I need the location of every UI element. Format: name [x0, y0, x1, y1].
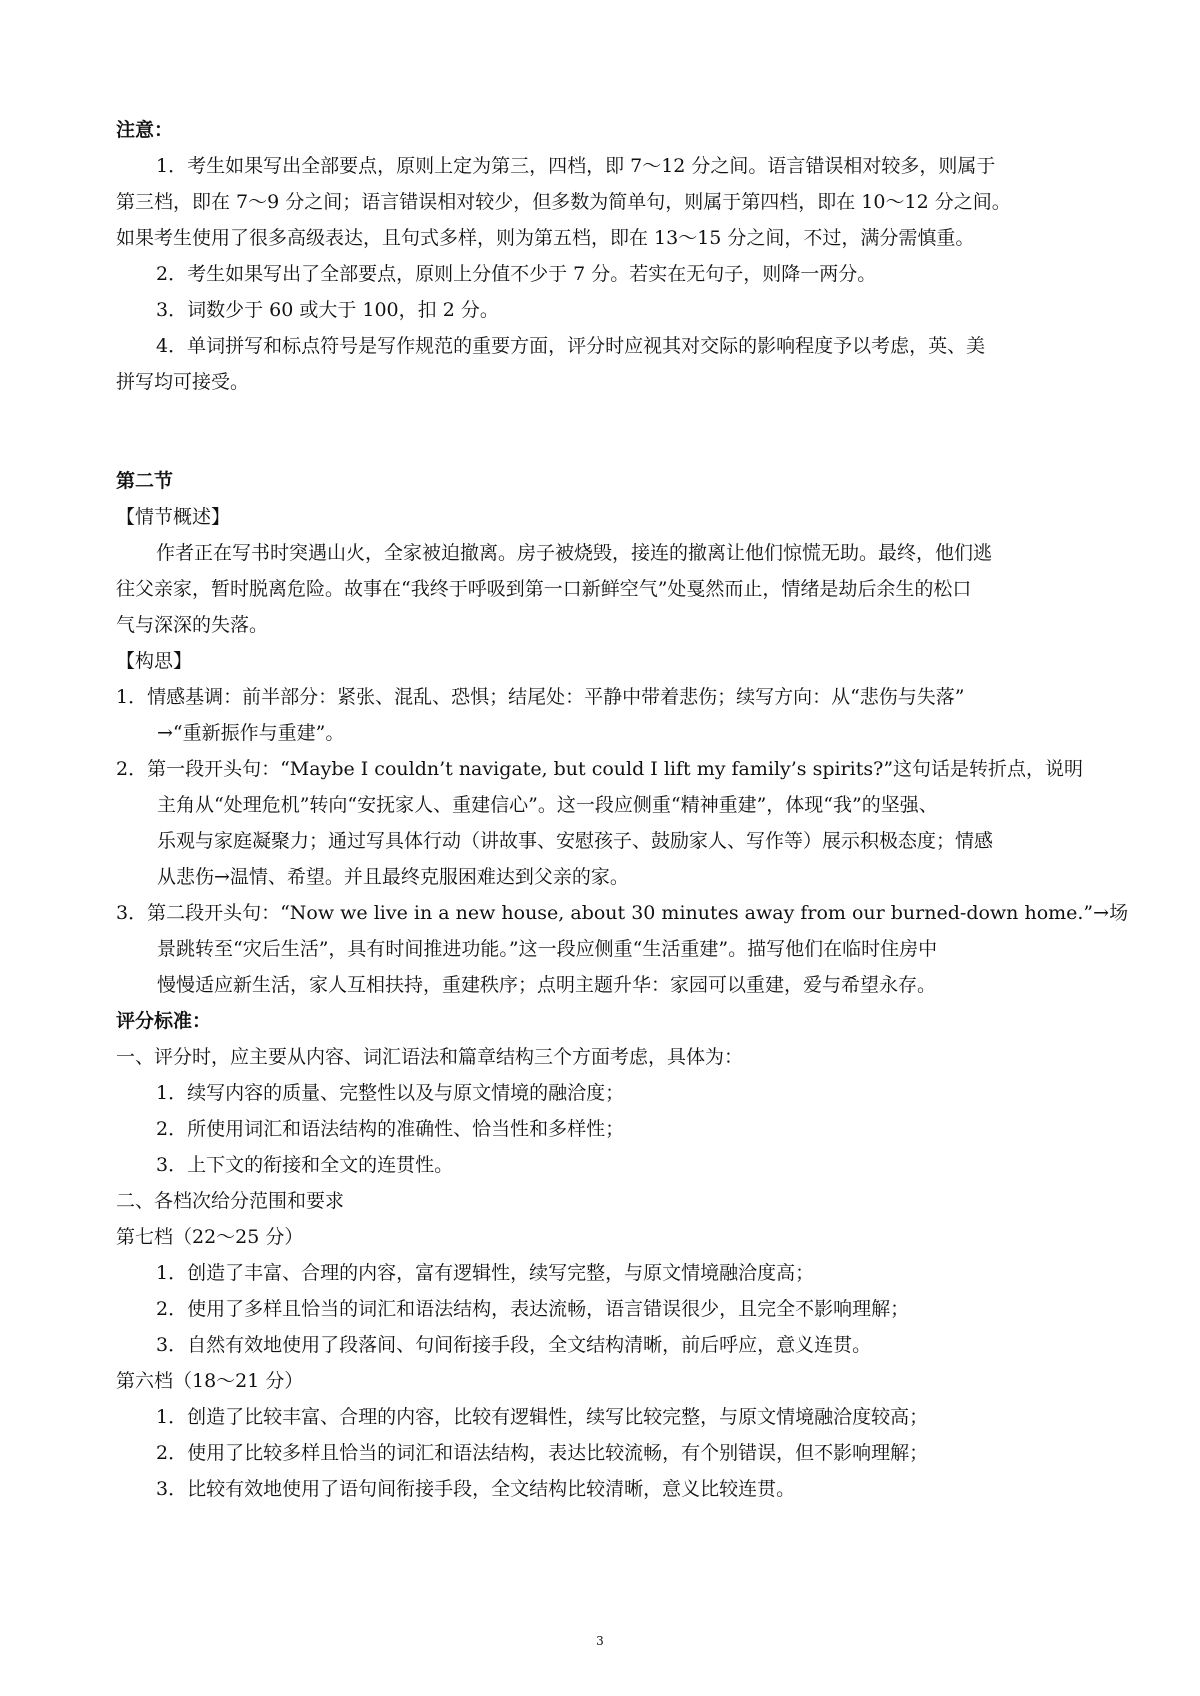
tier7-heading: 第七档（22～25 分）	[116, 1226, 304, 1248]
scoring-part1-heading: 一、评分时，应主要从内容、词汇语法和篇章结构三个方面考虑，具体为：	[116, 1046, 744, 1068]
notes-line: 2．考生如果写出了全部要点，原则上分值不少于 7 分。若实在无句子，则降一两分。	[156, 263, 877, 285]
idea-line: →“重新振作与重建”。	[157, 722, 345, 744]
idea-line: 1．情感基调：前半部分：紧张、混乱、恐惧；结尾处：平静中带着悲伤；续写方向：从“悲伤与失落”	[116, 686, 965, 708]
scoring-heading: 评分标准：	[116, 1010, 212, 1032]
idea-heading: 【构思】	[116, 650, 193, 672]
notes-heading: 注意：	[116, 119, 174, 141]
scoring-item: 3．上下文的衔接和全文的连贯性。	[156, 1154, 454, 1176]
summary-line: 往父亲家，暂时脱离危险。故事在“我终于呼吸到第一口新鲜空气”处戛然而止，情绪是劫后余生的松口	[116, 578, 972, 600]
tier7-item: 2．使用了多样且恰当的词汇和语法结构，表达流畅，语言错误很少，且完全不影响理解；	[156, 1298, 910, 1320]
notes-line: 如果考生使用了很多高级表达，且句式多样，则为第五档，即在 13～15 分之间，不过，满分需慎重。	[116, 227, 975, 249]
tier7-item: 3．自然有效地使用了段落间、句间衔接手段，全文结构清晰，前后呼应，意义连贯。	[156, 1334, 872, 1356]
notes-line: 3．词数少于 60 或大于 100，扣 2 分。	[156, 299, 499, 321]
idea-line: 3．第二段开头句：“Now we live in a new house, about 30 minutes away from our burned-down home.”→场	[116, 902, 1129, 924]
idea-line: 2．第一段开头句：“Maybe I couldn’t navigate, but could I lift my family’s spirits?”这句话是转折点，说明	[116, 758, 1084, 780]
tier6-item: 3．比较有效地使用了语句间衔接手段，全文结构比较清晰，意义比较连贯。	[156, 1478, 796, 1500]
tier6-heading: 第六档（18～21 分）	[116, 1370, 304, 1392]
idea-line: 主角从“处理危机”转向“安抚家人、重建信心”。这一段应侧重“精神重建”，体现“我”的坚强、	[157, 794, 938, 816]
idea-line: 景跳转至“灾后生活”，具有时间推进功能。”这一段应侧重“生活重建”。描写他们在临时住房中	[157, 938, 938, 960]
idea-line: 乐观与家庭凝聚力；通过写具体行动（讲故事、安慰孩子、鼓励家人、写作等）展示积极态度；情感	[157, 830, 994, 852]
section2-heading: 第二节	[116, 470, 174, 492]
idea-line: 从悲伤→温情、希望。并且最终克服困难达到父亲的家。	[157, 866, 629, 888]
page-number: 3	[596, 1634, 604, 1648]
notes-line: 拼写均可接受。	[116, 371, 250, 393]
section-gap	[116, 400, 1091, 463]
summary-line: 作者正在写书时突遇山火，全家被迫撤离。房子被烧毁，接连的撤离让他们惊慌无助。最终，他们逃	[156, 542, 993, 564]
page-content	[116, 112, 1129, 1507]
notes-line: 1．考生如果写出全部要点，原则上定为第三，四档，即 7～12 分之间。语言错误相对较多，则属于	[156, 155, 996, 177]
notes-line: 第三档，即在 7～9 分之间；语言错误相对较少，但多数为简单句，则属于第四档，即在 10～12 分之间。	[116, 191, 1011, 213]
scoring-part2-heading: 二、各档次给分范围和要求	[116, 1190, 345, 1212]
summary-line: 气与深深的失落。	[116, 614, 269, 636]
scoring-item: 2．所使用词汇和语法结构的准确性、恰当性和多样性；	[156, 1118, 625, 1140]
scoring-item: 1．续写内容的质量、完整性以及与原文情境的融洽度；	[156, 1082, 625, 1104]
tier7-item: 1．创造了丰富、合理的内容，富有逻辑性，续写完整，与原文情境融洽度高；	[156, 1262, 815, 1284]
idea-line: 慢慢适应新生活，家人互相扶持，重建秩序；点明主题升华：家园可以重建，爱与希望永存。	[157, 974, 937, 996]
tier6-item: 2．使用了比较多样且恰当的词汇和语法结构，表达比较流畅，有个别错误，但不影响理解；	[156, 1442, 929, 1464]
summary-heading: 【情节概述】	[116, 506, 231, 528]
notes-line: 4．单词拼写和标点符号是写作规范的重要方面，评分时应视其对交际的影响程度予以考虑，英、美	[156, 335, 986, 357]
tier6-item: 1．创造了比较丰富、合理的内容，比较有逻辑性，续写比较完整，与原文情境融洽度较高；	[156, 1406, 929, 1428]
